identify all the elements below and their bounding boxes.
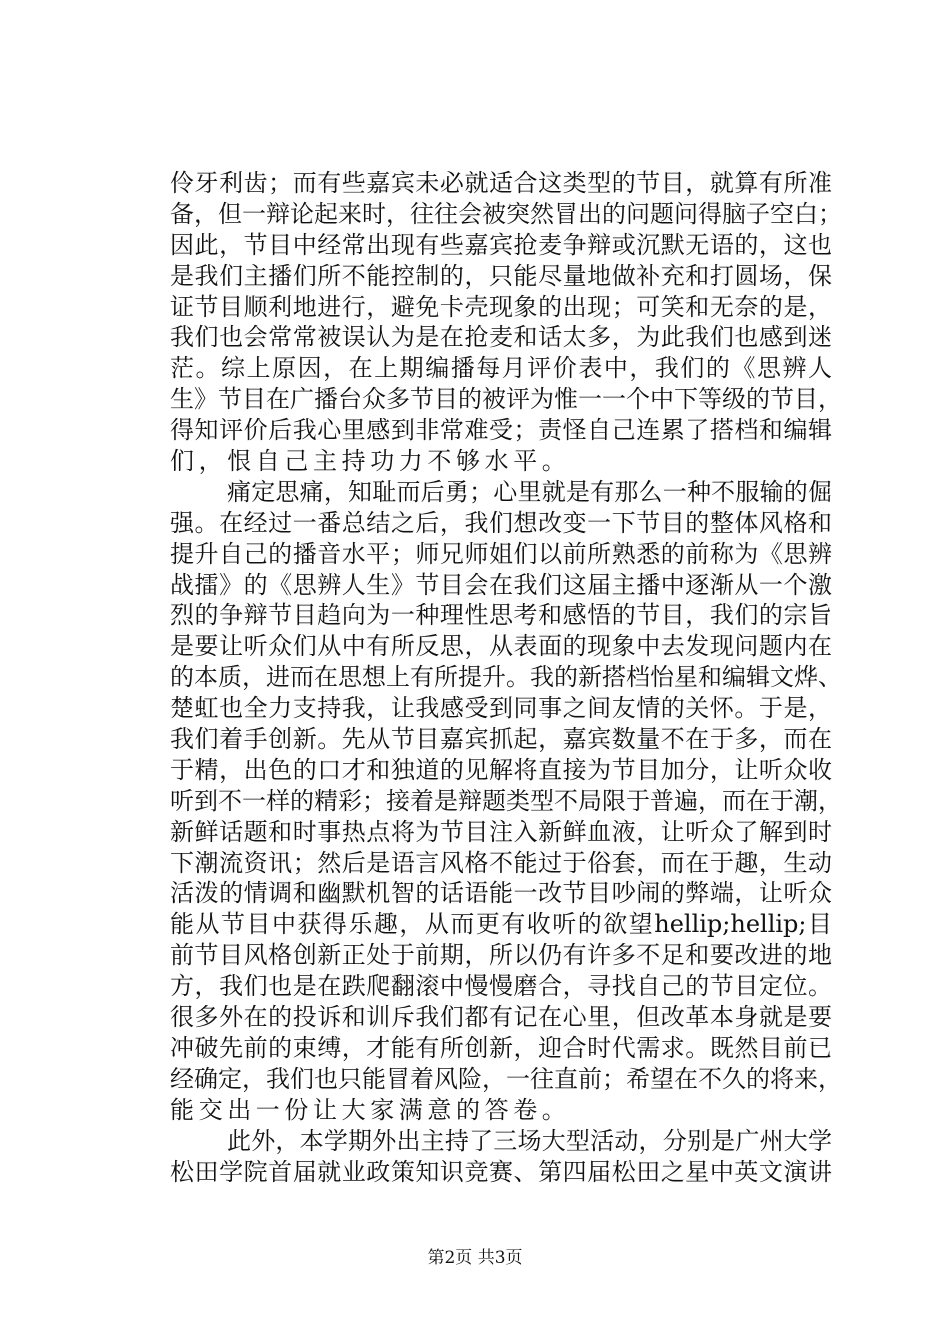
text-line: 方，我们也是在跌爬翻滚中慢慢磨合，寻找自己的节目定位。	[170, 972, 832, 1001]
text-line: 备，但一辩论起来时，往往会被突然冒出的问题问得脑子空白；	[170, 199, 842, 228]
paragraph	[170, 1126, 832, 1188]
text-line: 松田学院首届就业政策知识竞赛、第四届松田之星中英文演讲	[170, 1157, 832, 1186]
text-line: 战擂》的《思辨人生》节目会在我们这届主播中逐渐从一个激	[170, 570, 832, 599]
text-line: 楚虹也全力支持我，让我感受到同事之间友情的关怀。于是，	[170, 694, 832, 723]
text-line: 提升自己的播音水平；师兄师姐们以前所熟悉的前称为《思辨	[170, 539, 832, 568]
text-line: 烈的争辩节目趋向为一种理性思考和感悟的节目，我们的宗旨	[170, 601, 832, 630]
text-line: 强。在经过一番总结之后，我们想改变一下节目的整体风格和	[170, 508, 832, 537]
text-line: 很多外在的投诉和训斥我们都有记在心里，但改革本身就是要	[170, 1003, 832, 1032]
text-line: 是我们主播们所不能控制的，只能尽量地做补充和打圆场，保	[170, 261, 832, 290]
text-line: 活泼的情调和幽默机智的话语能一改节目吵闹的弊端，让听众	[170, 879, 832, 908]
text-line: 我们着手创新。先从节目嘉宾抓起，嘉宾数量不在于多，而在	[170, 725, 832, 754]
text-line: 们，恨自己主持功力不够水平。	[170, 447, 571, 476]
text-line: 经确定，我们也只能冒着风险，一往直前；希望在不久的将来，	[170, 1064, 842, 1093]
text-line: 生》节目在广播台众多节目的被评为惟一一个中下等级的节目，	[170, 385, 842, 414]
text-line: 于精，出色的口才和独道的见解将直接为节目加分，让听众收	[170, 755, 832, 784]
text-line: 茫。综上原因，在上期编播每月评价表中，我们的《思辨人	[170, 354, 832, 383]
text-line: 因此，节目中经常出现有些嘉宾抢麦争辩或沉默无语的，这也	[170, 230, 832, 259]
text-line: 前节目风格创新正处于前期，所以仍有许多不足和要改进的地	[170, 941, 832, 970]
text-line: 痛定思痛，知耻而后勇；心里就是有那么一种不服输的倔	[227, 477, 832, 506]
text-line: 能从节目中获得乐趣，从而更有收听的欲望hellip;hellip;目	[170, 910, 832, 939]
text-line: 我们也会常常被误认为是在抢麦和话太多，为此我们也感到迷	[170, 323, 832, 352]
text-line: 新鲜话题和时事热点将为节目注入新鲜血液，让听众了解到时	[170, 817, 832, 846]
text-line: 冲破先前的束缚，才能有所创新，迎合时代需求。既然目前已	[170, 1033, 832, 1062]
paragraph	[170, 168, 842, 477]
text-line: 是要让听众们从中有所反思，从表面的现象中去发现问题内在	[170, 632, 832, 661]
text-line: 得知评价后我心里感到非常难受；责怪自己连累了搭档和编辑	[170, 416, 832, 445]
paragraph	[170, 477, 842, 1126]
text-line: 下潮流资讯；然后是语言风格不能过于俗套，而在于趣，生动	[170, 848, 832, 877]
text-line: 的本质，进而在思想上有所提升。我的新搭档怡星和编辑文烨、	[170, 663, 842, 692]
document-body	[170, 168, 842, 1187]
text-line: 伶牙利齿；而有些嘉宾未必就适合这类型的节目，就算有所准	[170, 169, 832, 197]
text-line: 听到不一样的精彩；接着是辩题类型不局限于普遍，而在于潮，	[170, 786, 842, 815]
text-line: 能交出一份让大家满意的答卷。	[170, 1095, 571, 1124]
page-footer: 第2页 共3页	[427, 1248, 523, 1268]
text-line: 此外，本学期外出主持了三场大型活动，分别是广州大学	[227, 1126, 832, 1155]
text-line: 证节目顺利地进行，避免卡壳现象的出现；可笑和无奈的是，	[170, 292, 832, 321]
